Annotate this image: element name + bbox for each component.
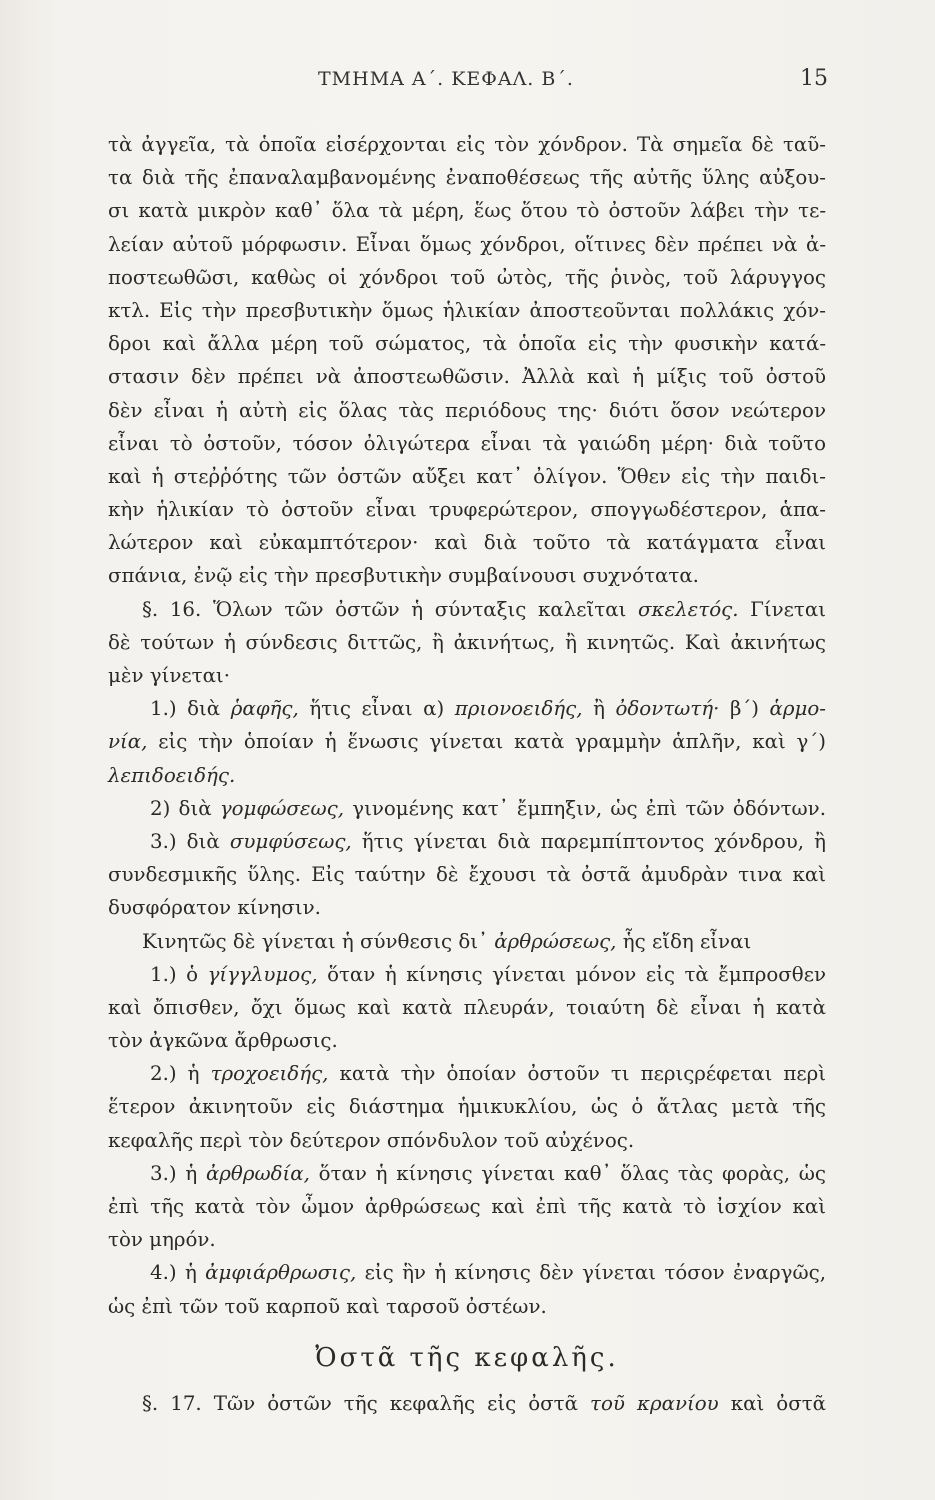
text-line: λώτερον καὶ εὐκαμπτότερον· καὶ διὰ τοῦτο τὰ κατάγματα εἶναι bbox=[108, 531, 826, 555]
text-line: δὲ τούτων ἡ σύνδεσις διττῶς, ἢ ἀκινήτως, ἢ κινητῶς. Καὶ ἀκινήτως bbox=[108, 630, 826, 654]
text-line: δυσφόρατον κίνησιν. bbox=[108, 896, 321, 920]
text-line: ἐπὶ τῆς κατὰ τὸν ὦμον ἀρθρώσεως καὶ ἐπὶ τῆς κατὰ τὸ ἰσχίον καὶ bbox=[108, 1195, 826, 1218]
section-number: §. 17. bbox=[142, 1391, 202, 1415]
running-title: ΤΜΗΜΑ Α΄. ΚΕΦΑΛ. Β΄. bbox=[318, 68, 574, 90]
text-line: κτλ. Εἰς τὴν πρεσβυτικὴν ὅμως ἡλικίαν ἀποστεοῦνται πολλάκις χόν- bbox=[108, 298, 826, 322]
text-line: καὶ ἡ στεῤῥότης τῶν ὀστῶν αὔξει κατ᾽ ὀλίγον. Ὅθεν εἰς τὴν παιδι- bbox=[108, 464, 826, 488]
list-item: 1.) διὰ ῥαφῆς, ἥτις εἶναι α) πριονοειδής, ἢ ὀδοντωτή· β΄) ἁρμο- bbox=[150, 697, 826, 721]
paragraph-17: §. 17. Τῶν ὀστῶν τῆς κεφαλῆς εἰς ὀστᾶ τοῦ κρανίου καὶ ὀστᾶ bbox=[142, 1391, 827, 1415]
list-item: 2) διὰ γομφώσεως, γινομένης κατ᾽ ἔμπηξιν, ὡς ἐπὶ τῶν ὀδόντων. bbox=[150, 796, 826, 820]
text-line: §. 16. Ὅλων τῶν ὀστῶν ἡ σύνταξις καλεῖται σκελετός. Γίνεται bbox=[142, 597, 826, 621]
list-item: 1.) ὁ γίγγλυμος, ὅταν ἡ κίνησις γίνεται μόνον εἰς τὰ ἔμπροσθεν bbox=[150, 962, 826, 986]
page-number: 15 bbox=[800, 66, 828, 91]
text-line: λεπιδοειδής. bbox=[108, 763, 236, 787]
paragraph-16 bbox=[108, 593, 826, 693]
text-line: μὲν γίνεται· bbox=[108, 664, 230, 687]
text-line: ποστεωθῶσι, καθὼς οἱ χόνδροι τοῦ ὠτὸς, τῆς ῥινὸς, τοῦ λάρυγγος bbox=[108, 265, 826, 289]
text-line: τὸν μηρόν. bbox=[108, 1228, 216, 1252]
running-header bbox=[0, 66, 935, 100]
movable-joints-list bbox=[108, 925, 826, 1323]
list-item: 4.) ἡ ἀμφιάρθρωσις, εἰς ἣν ἡ κίνησις δὲν γίνεται τόσον ἐναργῶς, bbox=[150, 1261, 826, 1285]
text-line: σι κατὰ μικρὸν καθ᾽ ὅλα τὰ μέρη, ἕως ὅτου τὸ ὀστοῦν λάβει τὴν τε- bbox=[108, 199, 826, 223]
text-line: σπάνια, ἐνῷ εἰς τὴν πρεσβυτικὴν συμβαίνουσι συχνότατα. bbox=[108, 564, 699, 588]
text-line: λείαν αὐτοῦ μόρφωσιν. Εἶναι ὅμως χόνδροι, οἵτινες δὲν πρέπει νὰ ἀ- bbox=[108, 232, 826, 256]
text-line: ὡς ἐπὶ τῶν τοῦ καρποῦ καὶ ταρσοῦ ὀστέων. bbox=[108, 1294, 547, 1318]
section-number: §. 16. bbox=[142, 597, 202, 621]
page-body bbox=[108, 128, 826, 1420]
text-line: συνδεσμικῆς ὕλης. Εἰς ταύτην δὲ ἔχουσι τὰ ὀστᾶ ἀμυδρὰν τινα καὶ bbox=[108, 863, 826, 887]
text-line: εἶναι τὸ ὀστοῦν, τόσον ὀλιγώτερα εἶναι τὰ γαιώδη μέρη· διὰ τοῦτο bbox=[108, 431, 826, 455]
text-line: τὰ ἀγγεῖα, τὰ ὁποῖα εἰσέρχονται εἰς τὸν χόνδρον. Τὰ σημεῖα δὲ ταῦ- bbox=[108, 133, 826, 156]
list-item: 2.) ἡ τροχοειδής, κατὰ τὴν ὁποίαν ὀστοῦν τι περιςρέφεται περὶ bbox=[150, 1062, 827, 1086]
text-line: κεφαλῆς περὶ τὸν δεύτερον σπόνδυλον τοῦ αὐχένος. bbox=[108, 1128, 635, 1152]
text-line: τα διὰ τῆς ἐπαναλαμβανομένης ἐναποθέσεως τῆς αὐτῆς ὕλης αὐξου- bbox=[108, 166, 826, 190]
list-item: 3.) διὰ συμφύσεως, ἥτις γίνεται διὰ παρεμπίπτοντος χόνδρου, ἢ bbox=[150, 829, 826, 853]
text-line: στασιν δὲν πρέπει νὰ ἀποστεωθῶσιν. Ἀλλὰ καὶ ἡ μίξις τοῦ ὀστοῦ bbox=[108, 365, 826, 389]
continuation-paragraph bbox=[108, 128, 826, 593]
text-line: νία, εἰς τὴν ὁποίαν ἡ ἕνωσις γίνεται κατὰ γραμμὴν ἁπλῆν, καὶ γ΄) bbox=[108, 730, 826, 754]
term: σκελετός. bbox=[638, 597, 739, 621]
text-line: καὶ ὄπισθεν, ὄχι ὅμως καὶ κατὰ πλευράν, τοιαύτη δὲ εἶναι ἡ κατὰ bbox=[108, 995, 826, 1019]
text-line: ἕτερον ἀκινητοῦν εἰς διάστημα ἡμικυκλίου, ὡς ὁ ἄτλας μετὰ τῆς bbox=[108, 1095, 826, 1119]
section-heading: Ὀστᾶ τῆς κεφαλῆς. bbox=[315, 1342, 619, 1373]
text-line: δὲν εἶναι ἡ αὐτὴ εἰς ὅλας τὰς περιόδους της· διότι ὅσον νεώτερον bbox=[108, 398, 826, 422]
list-item: 3.) ἡ ἀρθρωδία, ὅταν ἡ κίνησις γίνεται καθ᾽ ὅλας τὰς φορὰς, ὡς bbox=[150, 1161, 826, 1185]
text-line: κὴν ἡλικίαν τὸ ὀστοῦν εἶναι τρυφερώτερον, σπογγωδέστερον, ἁπα- bbox=[108, 498, 826, 522]
fixed-joints-list bbox=[108, 692, 826, 924]
text-line: τὸν ἀγκῶνα ἄρθρωσις. bbox=[108, 1029, 338, 1053]
text-line: Κινητῶς δὲ γίνεται ἡ σύνθεσις δι᾽ ἀρθρώσεως, ἧς εἴδη εἶναι bbox=[142, 929, 752, 953]
text-line: δροι καὶ ἄλλα μέρη τοῦ σώματος, τὰ ὁποῖα εἰς τὴν φυσικὴν κατά- bbox=[108, 332, 826, 356]
